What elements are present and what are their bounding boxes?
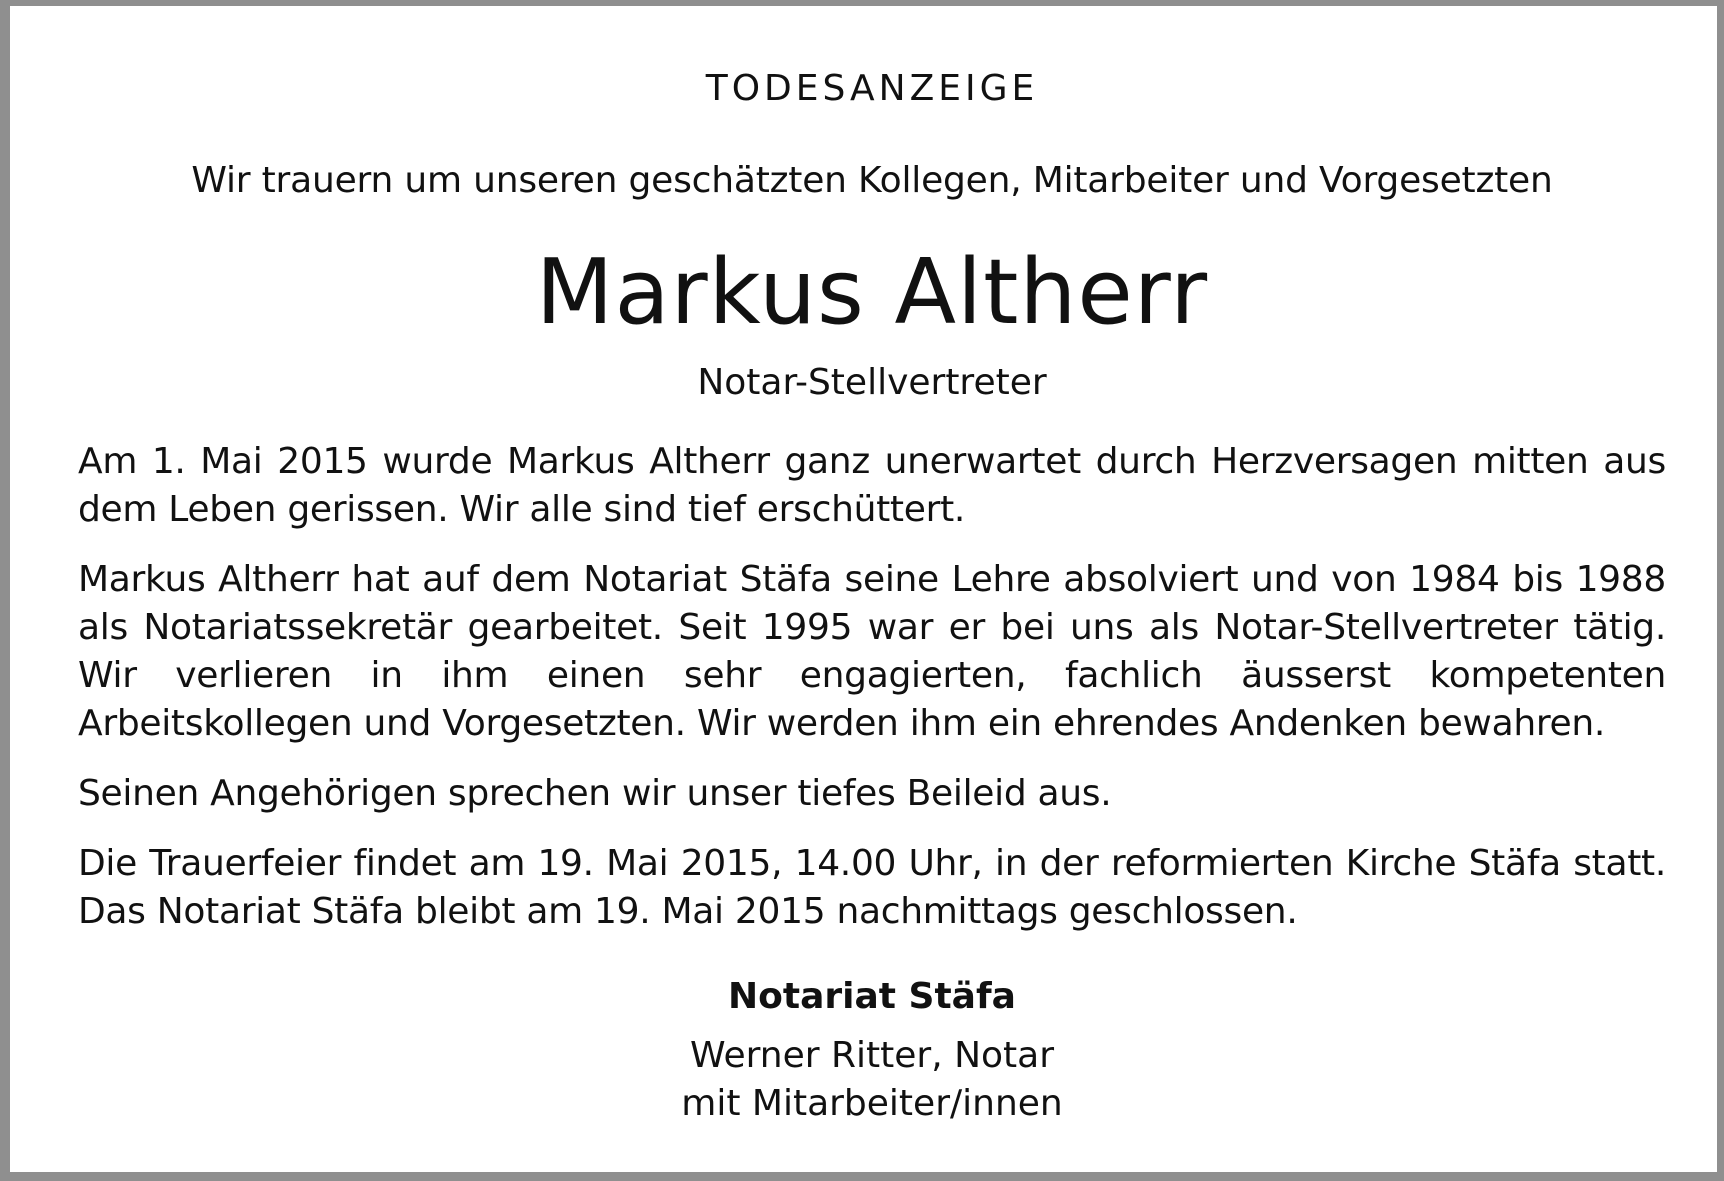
- paragraph-funeral: Die Trauerfeier findet am 19. Mai 2015, 14.00 Uhr, in der reformierten Kirche Stäfa statt. Das Notariat Stäfa bleibt am 19. Mai 2015 nachmittags geschlossen.: [78, 843, 1666, 932]
- paragraph-condolence: Seinen Angehörigen sprechen wir unser tiefes Beileid aus.: [78, 773, 1112, 814]
- notice-heading: TODESANZEIGE: [705, 68, 1039, 109]
- paragraph-death: Am 1. Mai 2015 wurde Markus Altherr ganz unerwartet durch Herzversagen mitten aus dem Leben gerissen. Wir alle sind tief erschüttert.: [78, 441, 1666, 530]
- signature-line-notary: Werner Ritter, Notar: [689, 1035, 1055, 1076]
- deceased-role: Notar-Stellvertreter: [697, 362, 1047, 403]
- signature-organization: Notariat Stäfa: [728, 976, 1016, 1017]
- deceased-name: Markus Altherr: [535, 240, 1209, 345]
- signature-line-staff: mit Mitarbeiter/innen: [681, 1083, 1063, 1124]
- signature-block: [10, 1032, 1724, 1128]
- intro-line: Wir trauern um unseren geschätzten Kollegen, Mitarbeiter und Vorgesetzten: [191, 160, 1553, 201]
- paragraph-career: Markus Altherr hat auf dem Notariat Stäfa seine Lehre absolviert und von 1984 bis 1988 als Notariatssekretär gearbeitet. Seit 1995 war er bei uns als Notar-Stellvertreter tätig. Wir verlieren in ihm einen sehr engagierten, fachlich äusserst kompetenten Arbeitskollegen und Vorgesetzten. Wir werden ihm ein ehrendes Andenken bewahren.: [78, 559, 1666, 744]
- notice-body: [78, 438, 1666, 958]
